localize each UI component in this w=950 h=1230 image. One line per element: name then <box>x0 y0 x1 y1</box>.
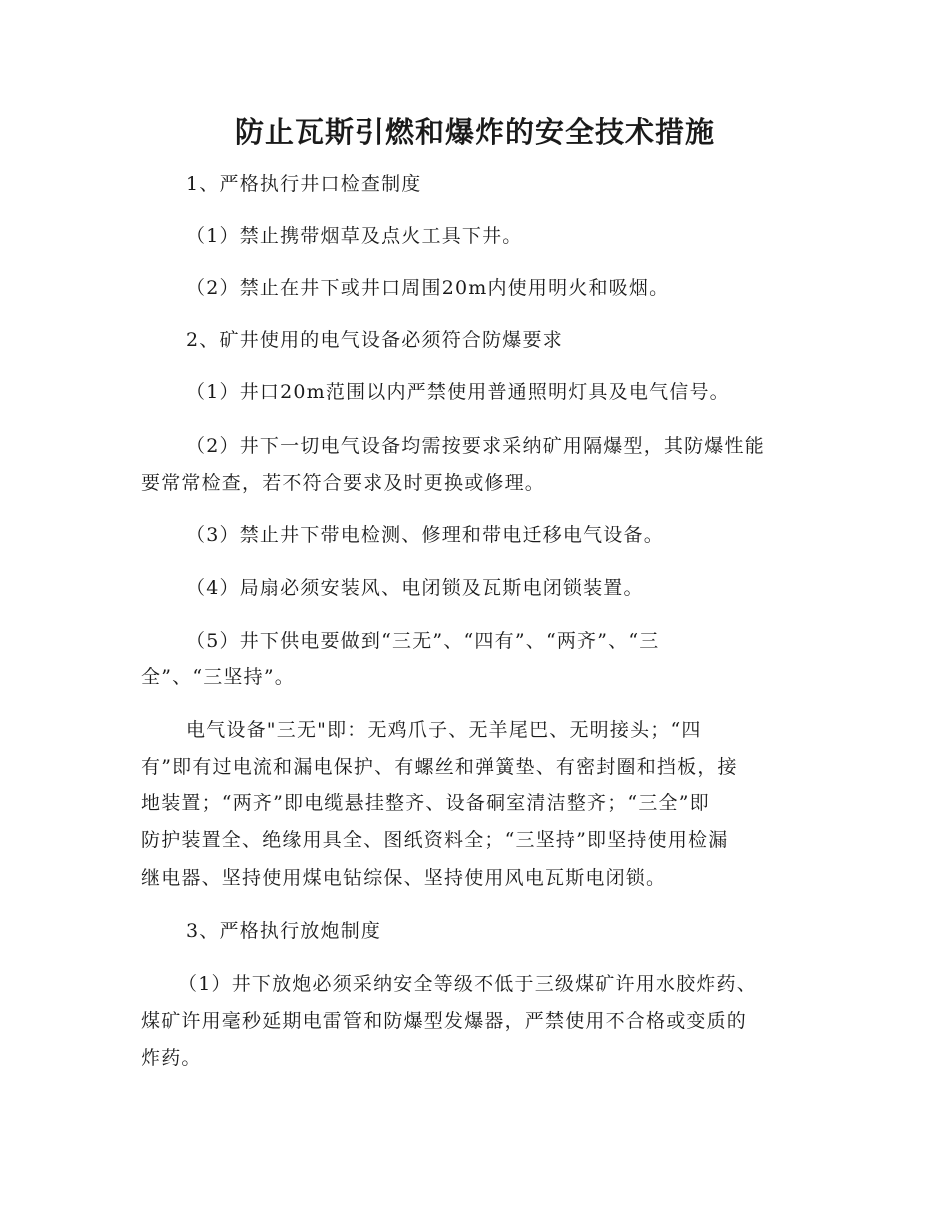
paragraph-2 <box>186 223 523 249</box>
paragraph-line: （1）井下放炮必须采纳安全等级不低于三级煤矿许用水胶炸药、 <box>178 973 757 995</box>
paragraph-line: 要常常检查，若不符合要求及时更换或修理。 <box>141 472 546 494</box>
paragraph-12-line-2 <box>141 1008 747 1034</box>
paragraph-line: 地装置；“两齐”即电缆悬挂整齐、设备硐室清洁整齐；“三全”即 <box>141 792 710 814</box>
paragraph-4 <box>186 327 563 353</box>
paragraph-line: （5）井下供电要做到“三无”、“四有”、“两齐”、“三 <box>186 630 660 652</box>
paragraph-line: 继电器、坚持使用煤电钻综保、坚持使用风电瓦斯电闭锁。 <box>141 867 667 889</box>
paragraph-line: （1）禁止携带烟草及点火工具下井。 <box>186 225 523 247</box>
paragraph-5 <box>186 379 730 405</box>
paragraph-3 <box>186 275 669 301</box>
paragraph-line: 3、严格执行放炮制度 <box>186 920 382 942</box>
paragraph-12-line-3 <box>141 1045 202 1071</box>
paragraph-6-continued <box>141 470 545 496</box>
paragraph-line: 全”、“三坚持”。 <box>141 666 295 688</box>
paragraph-10-line-2 <box>141 754 738 780</box>
paragraph-line: （4）局扇必须安装风、电闭锁及瓦斯电闭锁装置。 <box>186 577 644 599</box>
paragraph-10-line-3 <box>141 790 710 816</box>
document-title: 防止瓦斯引燃和爆炸的安全技术措施 <box>234 115 715 149</box>
paragraph-9 <box>186 628 659 654</box>
paragraph-line: 2、矿井使用的电气设备必须符合防爆要求 <box>186 329 563 351</box>
paragraph-11 <box>186 918 381 944</box>
paragraph-line: 有”即有过电流和漏电保护、有螺丝和弹簧垫、有密封圈和挡板，接 <box>141 756 738 778</box>
paragraph-9-continued <box>141 664 295 690</box>
paragraph-10-line-5 <box>141 865 666 891</box>
paragraph-line: 防护装置全、绝缘用具全、图纸资料全；“三坚持”即坚持使用检漏 <box>141 829 729 851</box>
paragraph-12 <box>178 971 757 997</box>
paragraph-line: 煤矿许用毫秒延期电雷管和防爆型发爆器，严禁使用不合格或变质的 <box>141 1010 748 1032</box>
paragraph-6 <box>186 433 765 459</box>
paragraph-line: （2）禁止在井下或井口周围20m内使用明火和吸烟。 <box>186 277 670 299</box>
paragraph-7 <box>186 522 664 548</box>
paragraph-8 <box>186 575 644 601</box>
paragraph-line: （3）禁止井下带电检测、修理和带电迁移电气设备。 <box>186 524 664 546</box>
paragraph-line: （2）井下一切电气设备均需按要求采纳矿用隔爆型，其防爆性能 <box>186 435 765 457</box>
paragraph-10 <box>186 717 702 743</box>
paragraph-line: 炸药。 <box>141 1047 202 1069</box>
paragraph-line: （1）井口20m范围以内严禁使用普通照明灯具及电气信号。 <box>186 381 730 403</box>
paragraph-line: 1、严格执行井口检查制度 <box>186 173 422 195</box>
paragraph-1 <box>186 171 422 197</box>
paragraph-line: 电气设备"三无"即：无鸡爪子、无羊尾巴、无明接头；“四 <box>186 719 702 741</box>
paragraph-10-line-4 <box>141 827 728 853</box>
